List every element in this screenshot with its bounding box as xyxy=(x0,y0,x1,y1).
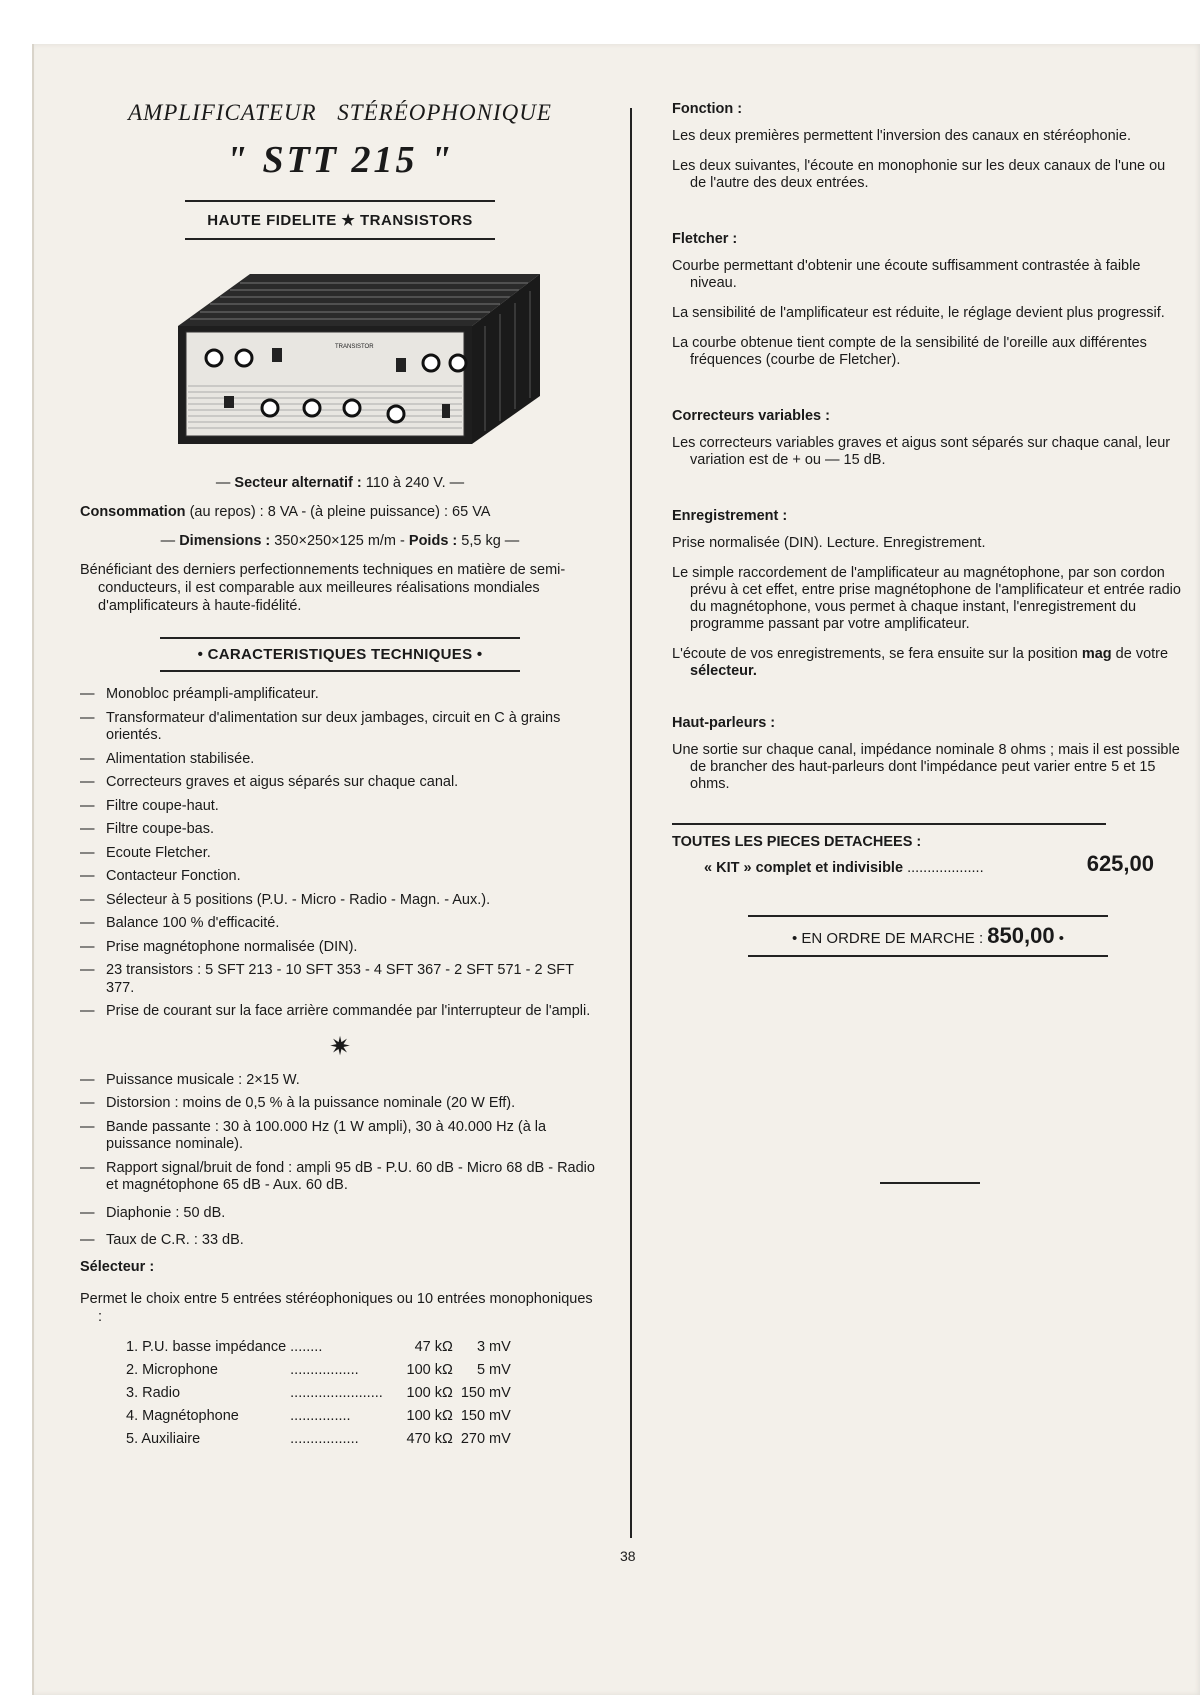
list-item: — Puissance musicale : 2×15 W. xyxy=(80,1072,600,1090)
inputs-table xyxy=(126,1336,511,1451)
selecteur-text: Permet le choix entre 5 entrées stéréophoniques ou 10 entrées monophoniques : xyxy=(80,1290,593,1325)
table-row: 5. Auxiliaire ................. 470 kΩ 270 mV xyxy=(126,1430,511,1447)
star-ornament-icon: ✷ xyxy=(329,1030,351,1061)
kit-price-block xyxy=(672,825,1184,877)
characteristics-list xyxy=(80,686,600,1021)
correcteurs-heading: Correcteurs variables : xyxy=(672,408,830,424)
kit-label: « KIT » complet et indivisible ................... xyxy=(704,860,984,876)
list-item: — Alimentation stabilisée. xyxy=(80,751,600,769)
page-title: AMPLIFICATEUR STÉRÉOPHONIQUE xyxy=(128,100,552,125)
column-divider xyxy=(630,108,632,1538)
fonction-paragraph: Les deux premières permettent l'inversion des canaux en stéréophonie. xyxy=(672,128,1131,144)
enregistrement-paragraph: Le simple raccordement de l'amplificateur au magnétophone, par son cordon prévu à cet effet, entre prise magnétophone de l'amplificateur et entrée radio du magnétophone, vous permet à chaque instant, l'enregistrement du programme passant par votre amplificateur. xyxy=(672,565,1181,632)
table-row: 1. P.U. basse impédance ........ 47 kΩ 3 mV xyxy=(126,1338,511,1355)
fletcher-heading: Fletcher : xyxy=(672,231,738,247)
list-item: — Correcteurs graves et aigus séparés sur chaque canal. xyxy=(80,774,600,792)
list-item: — Balance 100 % d'efficacité. xyxy=(80,915,600,933)
list-item: — Prise magnétophone normalisée (DIN). xyxy=(80,939,600,957)
kit-heading: TOUTES LES PIECES DETACHEES : xyxy=(672,834,922,850)
amplifier-illustration xyxy=(140,266,540,456)
fletcher-paragraph: La courbe obtenue tient compte de la sensibilité de l'oreille aux différentes fréquences (courbe de Fletcher). xyxy=(672,335,1147,368)
dimensions-line: — Dimensions : 350×250×125 m/m - Poids : 5,5 kg — xyxy=(160,533,520,549)
page-number: 38 xyxy=(620,1548,636,1564)
performance-list xyxy=(80,1072,600,1250)
list-item: — Sélecteur à 5 positions (P.U. - Micro - Radio - Magn. - Aux.). xyxy=(80,892,600,910)
fonction-heading: Fonction : xyxy=(672,101,743,117)
list-item: — Filtre coupe-haut. xyxy=(80,798,600,816)
hautparleurs-heading: Haut-parleurs : xyxy=(672,715,776,731)
list-item: — Monobloc préampli-amplificateur. xyxy=(80,686,600,704)
divider-line xyxy=(185,238,495,240)
list-item: — Diaphonie : 50 dB. xyxy=(80,1205,600,1223)
list-item: — Contacteur Fonction. xyxy=(80,868,600,886)
fonction-paragraph: Les deux suivantes, l'écoute en monophonie sur les deux canaux de l'une ou de l'autre des deux entrées. xyxy=(672,158,1166,191)
list-item: — 23 transistors : 5 SFT 213 - 10 SFT 353 - 4 SFT 367 - 2 SFT 571 - 2 SFT 377. xyxy=(80,962,600,997)
right-column xyxy=(672,100,1184,1184)
left-column xyxy=(80,100,600,1451)
list-item: — Ecoute Fletcher. xyxy=(80,845,600,863)
correcteurs-paragraph: Les correcteurs variables graves et aigus sont séparés sur chaque canal, leur variation est de + ou — 15 dB. xyxy=(672,435,1171,468)
list-item: — Rapport signal/bruit de fond : ampli 95 dB - P.U. 60 dB - Micro 68 dB - Radio et magnétophone 65 dB - Aux. 60 dB. xyxy=(80,1160,600,1195)
fletcher-paragraph: La sensibilité de l'amplificateur est réduite, le réglage devient plus progressif. xyxy=(672,305,1165,321)
intro-paragraph: Bénéficiant des derniers perfectionnements techniques en matière de semi-conducteurs, il est comparable aux meilleures réalisations mondiales d'amplificateurs à haute-fidélité. xyxy=(80,562,566,614)
enregistrement-paragraph: Prise normalisée (DIN). Lecture. Enregistrement. xyxy=(672,535,986,551)
fletcher-paragraph: Courbe permettant d'obtenir une écoute suffisamment contrastée à faible niveau. xyxy=(672,258,1141,291)
divider-line xyxy=(748,955,1108,957)
list-item: — Bande passante : 30 à 100.000 Hz (1 W ampli), 30 à 40.000 Hz (à la puissance nominale). xyxy=(80,1119,600,1154)
list-item: — Filtre coupe-bas. xyxy=(80,821,600,839)
divider-line xyxy=(160,670,520,672)
characteristics-heading: • CARACTERISTIQUES TECHNIQUES • xyxy=(197,646,483,663)
kit-price: 625,00 xyxy=(1086,851,1154,876)
enregistrement-heading: Enregistrement : xyxy=(672,508,788,524)
selecteur-heading: Sélecteur : xyxy=(80,1258,155,1275)
list-item: — Taux de C.R. : 33 dB. xyxy=(80,1232,600,1250)
table-row: 3. Radio ....................... 100 kΩ 150 mV xyxy=(126,1384,511,1401)
order-price: 850,00 xyxy=(987,923,1055,948)
consommation-line: Consommation (au repos) : 8 VA - (à pleine puissance) : 65 VA xyxy=(80,504,491,520)
hautparleurs-paragraph: Une sortie sur chaque canal, impédance nominale 8 ohms ; mais il est possible de brancher des haut-parleurs dont l'impédance peut varier entre 5 et 15 ohms. xyxy=(672,742,1180,792)
table-row: 2. Microphone ................. 100 kΩ 5 mV xyxy=(126,1361,511,1378)
list-item: — Distorsion : moins de 0,5 % à la puissance nominale (20 W Eff). xyxy=(80,1095,600,1113)
list-item: — Transformateur d'alimentation sur deux jambages, circuit en C à grains orientés. xyxy=(80,710,600,745)
secteur-line: — Secteur alternatif : 110 à 240 V. — xyxy=(215,475,465,491)
order-price-block: • EN ORDRE DE MARCHE : 850,00 • xyxy=(792,923,1064,948)
device-brand: TRANSISTOR xyxy=(335,344,374,350)
enregistrement-paragraph: L'écoute de vos enregistrements, se fera ensuite sur la position mag de votre sélecteur. xyxy=(672,646,1169,679)
subtitle: HAUTE FIDELITE ★ TRANSISTORS xyxy=(207,212,473,229)
end-rule xyxy=(880,1182,980,1184)
table-row: 4. Magnétophone ............... 100 kΩ 150 mV xyxy=(126,1407,511,1424)
list-item: — Prise de courant sur la face arrière commandée par l'interrupteur de l'ampli. xyxy=(80,1003,600,1021)
model-name: " STT 215 " xyxy=(225,139,455,181)
